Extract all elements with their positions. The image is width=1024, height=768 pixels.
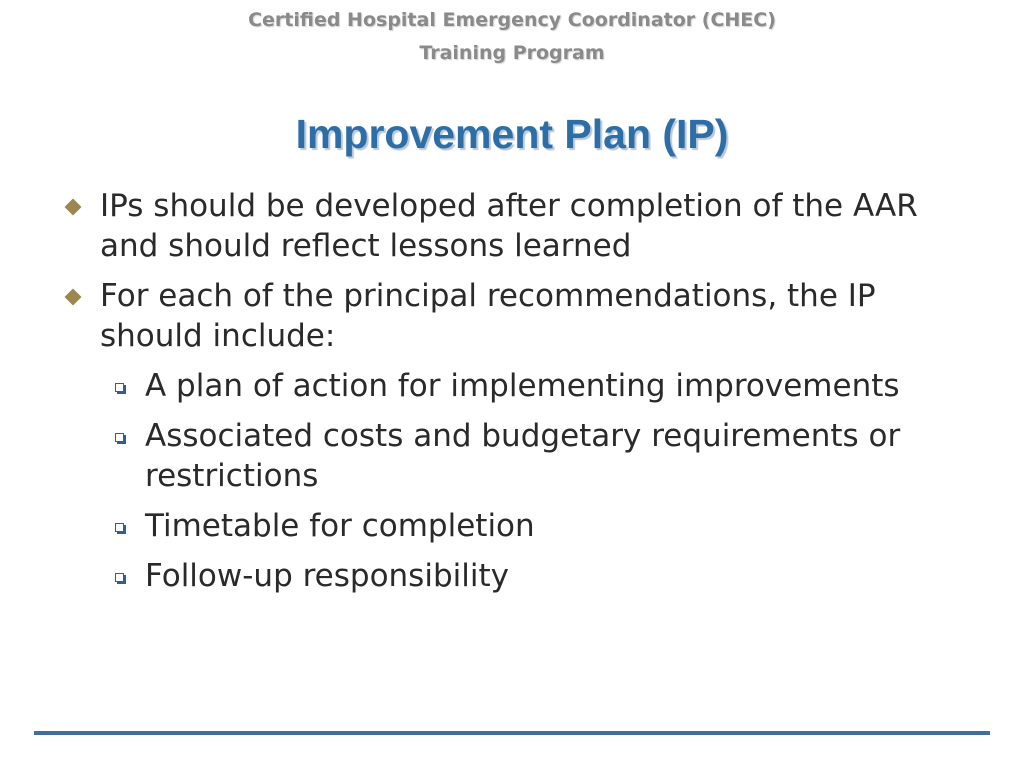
sub-bullet-text: Timetable for completion <box>145 508 535 544</box>
slide-title: Improvement Plan (IP) <box>295 111 729 157</box>
bullet-text: IPs should be developed after completion of the AAR and should reflect lessons learned <box>100 188 918 264</box>
checkbox-bullet-icon <box>115 573 124 582</box>
checkbox-bullet-icon <box>115 383 124 392</box>
header-line-1: Certified Hospital Emergency Coordinator (CHEC) <box>248 9 776 31</box>
course-header <box>0 4 1024 70</box>
checkbox-bullet-icon <box>115 523 124 532</box>
sub-bullet-text: A plan of action for implementing improvements <box>145 368 900 404</box>
sub-bullet-item <box>60 556 960 596</box>
bullet-list <box>60 186 960 606</box>
sub-bullet-item <box>60 506 960 546</box>
header-line-2: Training Program <box>419 42 605 64</box>
bullet-item <box>60 186 960 266</box>
sub-bullet-text: Associated costs and budgetary requirements or restrictions <box>145 418 901 494</box>
diamond-bullet-icon <box>65 289 82 306</box>
bullet-item <box>60 276 960 356</box>
footer-divider <box>34 731 990 735</box>
bullet-text: For each of the principal recommendations, the IP should include: <box>100 278 876 354</box>
sub-bullet-item <box>60 366 960 406</box>
sub-bullet-item <box>60 416 960 496</box>
checkbox-bullet-icon <box>115 433 124 442</box>
sub-bullet-text: Follow-up responsibility <box>145 558 509 594</box>
diamond-bullet-icon <box>65 199 82 216</box>
